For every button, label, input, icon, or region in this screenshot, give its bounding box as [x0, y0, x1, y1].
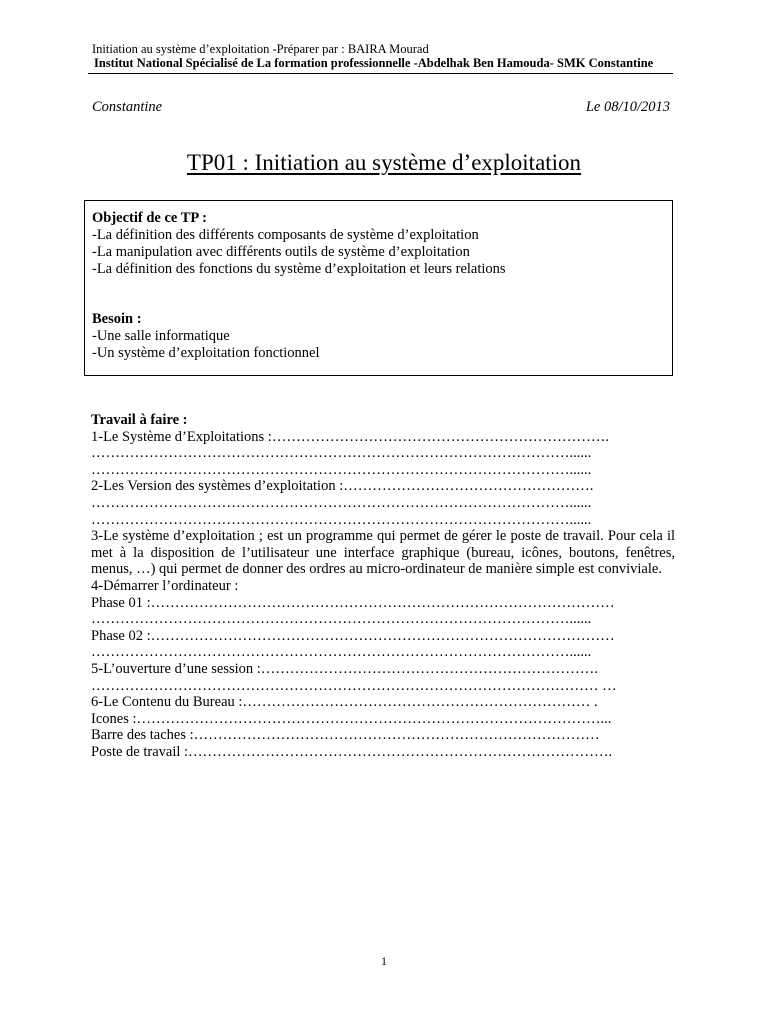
work-line: Poste de travail :……………………………………………………………………………. — [91, 743, 613, 760]
work-line: Icones :……………………………………………………………………………………... — [91, 710, 612, 727]
work-line: Phase 01 :…………………………………………………………………………………… — [91, 594, 615, 611]
work-line: …………………………………………………………………………………………… … — [91, 677, 617, 694]
page-number: 1 — [381, 954, 387, 968]
work-line: ………………………………………………………………………………………...... — [91, 611, 592, 628]
work-line: Phase 02 :…………………………………………………………………………………… — [91, 627, 615, 644]
needs-item: -Une salle informatique — [92, 328, 230, 344]
work-line: ………………………………………………………………………………………...... — [91, 644, 592, 661]
needs-heading: Besoin : — [92, 311, 142, 327]
needs-item: -Un système d’exploitation fonctionnel — [92, 345, 320, 361]
work-line: 6-Le Contenu du Bureau :……………………………………………………………… . — [91, 694, 598, 711]
work-line: ………………………………………………………………………………………...... — [91, 461, 592, 478]
work-line: 2-Les Version des systèmes d’exploitation :……………………………………………. — [91, 478, 594, 495]
work-section — [91, 412, 675, 760]
work-line: ………………………………………………………………………………………...... — [91, 445, 592, 462]
header-rule — [88, 73, 673, 74]
objective-item: -La manipulation avec différents outils de système d’exploitation — [92, 244, 470, 260]
date: Le 08/10/2013 — [585, 99, 670, 115]
work-line: ………………………………………………………………………………………...... — [91, 494, 592, 511]
objectives-box — [84, 200, 673, 376]
work-line: ………………………………………………………………………………………...... — [91, 511, 592, 528]
header-line-1: Initiation au système d’exploitation -Préparer par : BAIRA Mourad — [92, 42, 429, 56]
work-paragraph: 3-Le système d’exploitation ; est un programme qui permet de gérer le poste de travail. Pour cela il met à la disposition de l’utilisateur une interface graphique (bureau, icônes, boutons, fenêtres, menus, …) qui permet de donner des ordres au micro-ordinateur de manière simple est conviviale. — [91, 528, 675, 578]
header-line-2-institute: Institut National Spécialisé de La formation professionnelle -Abdelhak Ben Hamouda- SMK Constantine — [94, 56, 654, 70]
work-line: 1-Le Système d’Exploitations :……………………………………………………………. — [91, 428, 609, 445]
work-line: 5-L’ouverture d’une session :……………………………………………………………. — [91, 660, 598, 677]
work-heading: Travail à faire : — [91, 412, 188, 428]
objective-item: -La définition des fonctions du système d’exploitation et leurs relations — [92, 261, 506, 277]
work-line: 4-Démarrer l’ordinateur : — [91, 577, 239, 594]
place: Constantine — [92, 99, 163, 115]
page-title: TP01 : Initiation au système d’exploitation — [186, 150, 582, 175]
work-line: Barre des taches :………………………………………………………………………… — [91, 727, 600, 744]
objective-heading: Objectif de ce TP : — [92, 210, 207, 226]
objective-item: -La définition des différents composants de système d’exploitation — [92, 227, 479, 243]
